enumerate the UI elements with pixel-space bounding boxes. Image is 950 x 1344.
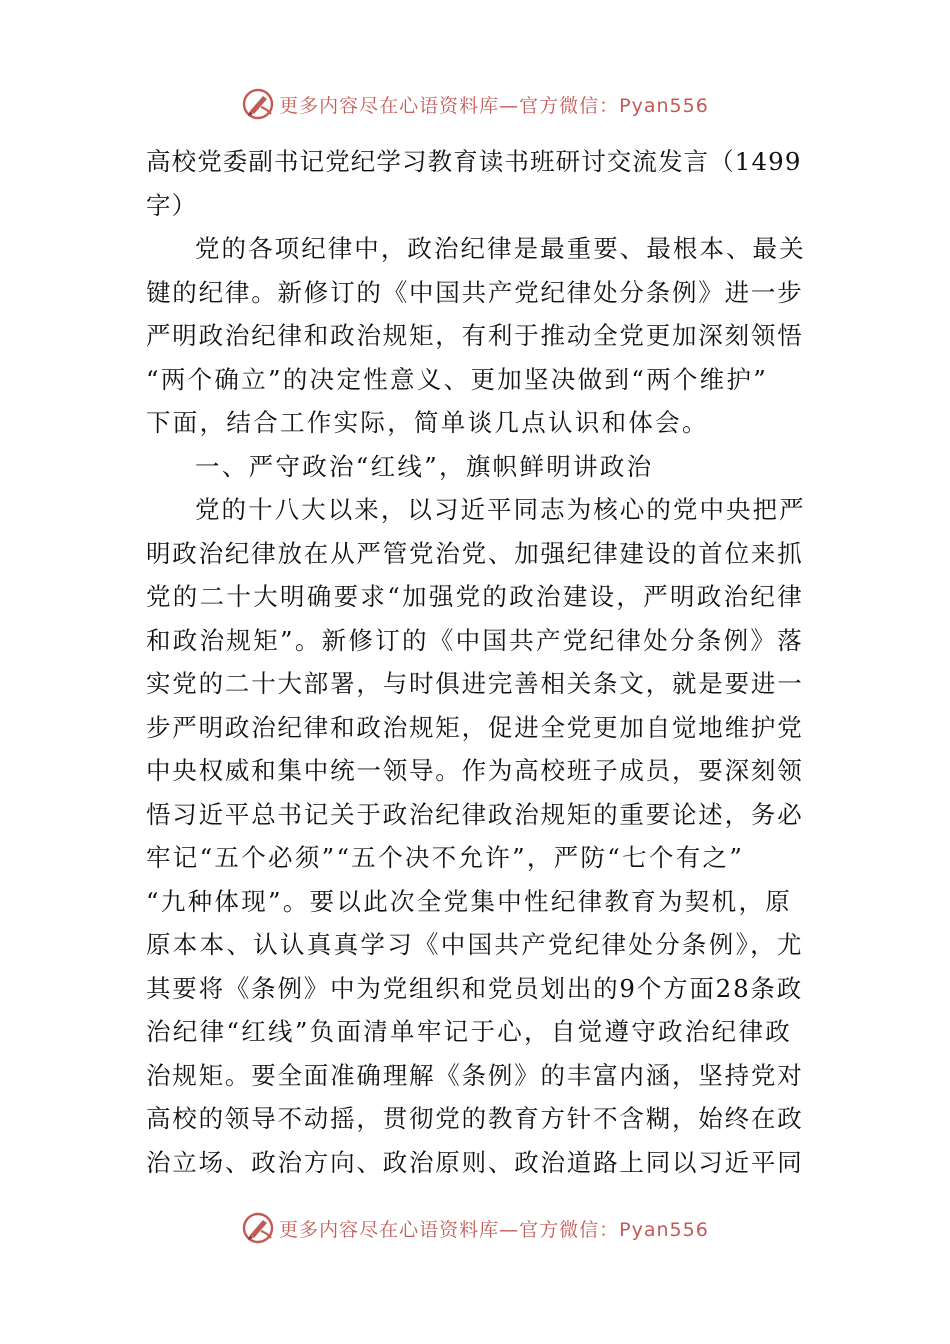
paragraph-line: 原本本、认认真真学习《中国共产党纪律处分条例》，尤 [146,930,804,959]
paragraph-line: 严明政治纪律和政治规矩，有利于推动全党更加深刻领悟 [146,321,804,350]
paragraph-line: 下面，结合工作实际，简单谈几点认识和体会。 [146,408,709,437]
paragraph-line: 和政治规矩”。新修订的《中国共产党纪律处分条例》落 [146,625,805,655]
document-paragraphs [146,227,806,1184]
document-title [146,140,806,227]
paragraph-line: 明政治纪律放在从严管党治党、加强纪律建设的首位来抓 [146,538,804,568]
watermark-text: 更多内容尽在心语资料库—官方微信：Pyan556 [279,94,709,117]
paragraph [146,227,806,445]
watermark-footer [0,1208,950,1248]
title-line: 高校党委副书记党纪学习教育读书班研讨交流发言（1499 [146,147,802,176]
paragraph-line: “九种体现”。要以此次全党集中性纪律教育为契机，原 [146,886,793,916]
paragraph-line: 牢记“五个必须”“五个决不允许”，严防“七个有之” [146,843,745,872]
paragraph [146,445,806,489]
paragraph-line: 党的十八大以来，以习近平同志为核心的党中央把严 [195,495,806,524]
paragraph-line: “两个确立”的决定性意义、更加坚决做到“两个维护” [146,364,769,394]
paragraph-line: 步严明政治纪律和政治规矩，促进全党更加自觉地维护党 [146,712,804,742]
paragraph-line: 中央权威和集中统一领导。作为高校班子成员，要深刻领 [146,756,804,785]
pen-brush-logo-icon [241,87,275,121]
paragraph-line: 其要将《条例》中为党组织和党员划出的9个方面28条政 [146,973,804,1003]
paragraph-line: 实党的二十大部署，与时俱进完善相关条文，就是要进一 [146,669,804,698]
paragraph-line: 党的各项纪律中，政治纪律是最重要、最根本、最关 [195,234,806,263]
paragraph [146,488,806,1184]
title-line: 字） [146,190,198,220]
paragraph-line: 治立场、政治方向、政治原则、政治道路上同以习近平同 [146,1147,804,1177]
document-body [146,140,806,1184]
watermark-header [0,84,950,124]
paragraph-line: 悟习近平总书记关于政治纪律政治规矩的重要论述，务必 [146,799,804,829]
pen-brush-logo-icon [241,1211,275,1245]
watermark-text: 更多内容尽在心语资料库—官方微信：Pyan556 [279,1218,709,1241]
paragraph-line: 高校的领导不动摇，贯彻党的教育方针不含糊，始终在政 [146,1104,804,1133]
paragraph-line: 一、严守政治“红线”，旗帜鲜明讲政治 [195,451,654,481]
paragraph-line: 治规矩。要全面准确理解《条例》的丰富内涵，坚持党对 [146,1060,804,1090]
paragraph-line: 治纪律“红线”负面清单牢记于心，自觉遵守政治纪律政 [146,1017,793,1046]
paragraph-line: 党的二十大明确要求“加强党的政治建设，严明政治纪律 [146,582,805,611]
paragraph-line: 键的纪律。新修订的《中国共产党纪律处分条例》进一步 [146,277,804,307]
